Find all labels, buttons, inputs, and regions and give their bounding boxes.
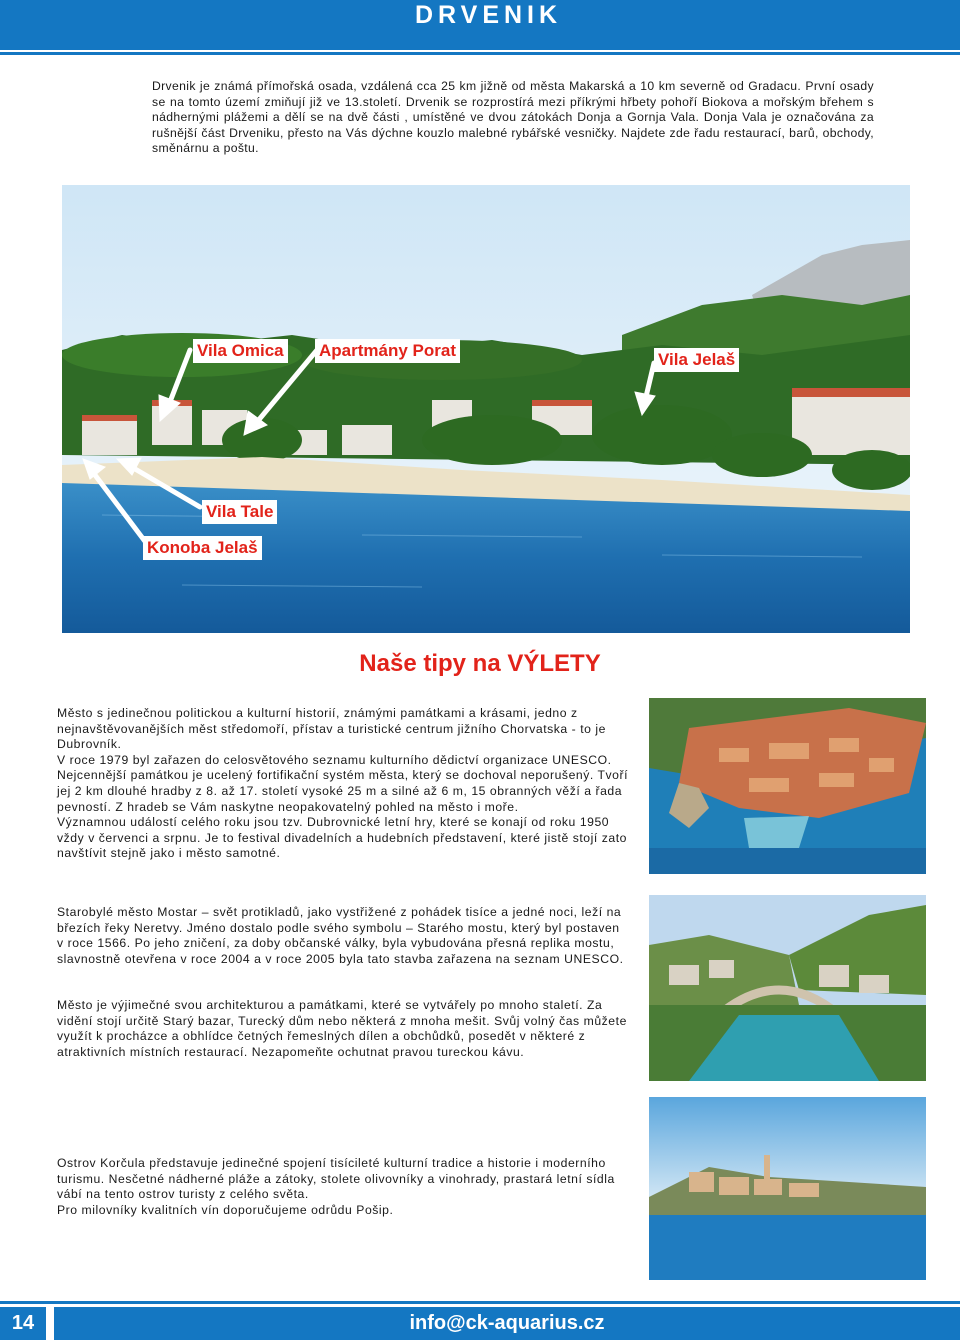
header-bar [0, 0, 960, 50]
page-number: 14 [0, 1307, 46, 1340]
label-vila-jelas: Vila Jelaš [654, 348, 739, 372]
dubrovnik-paragraph: Významnou událostí celého roku jsou tzv. Dubrovnické letní hry, které se konají od roku 1950 vždy v červenci a srpnu. Je to festival divadelních a hudebních představení, které jistě stojí zato navštívit stejně jako i město samotné. [57, 815, 627, 861]
mostar-paragraph: Starobylé město Mostar – svět protikladů, jako vystřižené z pohádek tisíce a jedné noci, leží na březích řeky Neretvy. Jméno dostalo podle svého symbolu – Starého mostu, který byl postaven v roce 1566. Po jeho zničení, za doby občanské války, byla vybudována přesná replika mostu, slavnostně otevřena v roce 2004 a v roce 2005 byla tato stavba zařazena na seznam UNESCO. [57, 905, 624, 966]
label-konoba-jelas: Konoba Jelaš [143, 536, 262, 560]
korcula-text [57, 1156, 629, 1218]
intro-text: Drvenik je známá přímořská osada, vzdálená cca 25 km jižně od města Makarská a 10 km severně od Gradacu. První osady se na tomto území zmiňují již ve 13.století. Drvenik se rozprostírá mezi příkrými hřbety pohoří Biokova a mořským břehem s nádhernými plážemi a dělí se na dvě části , umístěné ve dvou zátokách Donja a Gornja Vala. Donja Vala je označována za rušnější část Drveniku, přesto na Vás dýchne kouzlo malebné rybářské vesničky. Najdete zde řadu restaurací, barů, obchody, směnárnu a poštu. [152, 79, 874, 156]
dubrovnik-paragraph: V roce 1979 byl zařazen do celosvětového seznamu kulturního dědictví organizace UNESCO. Nejcennější památkou je ucelený fortifikační systém města, který se dochoval neporušený. Tvoří jej 2 km dlouhé hradby z 8. až 17. století vysoké 25 m a silné až 6 m, 15 obranných věží a řada pevností. Z hradeb se Vám naskytne neopakovatelný pohled na město i moře. [57, 752, 629, 814]
korcula-photo [649, 1097, 926, 1280]
mostar-photo [649, 895, 926, 1081]
dubrovnik-illustration [649, 698, 926, 874]
mostar-illustration [649, 895, 926, 1081]
footer-email[interactable]: info@ck-aquarius.cz [409, 1312, 605, 1334]
trips-heading: Naše tipy na VÝLETY [359, 650, 601, 677]
drvenik-bay-photo [62, 185, 910, 633]
mostar-text-1 [57, 905, 629, 967]
mostar-text-2 [57, 998, 629, 1060]
label-apartmany-porat: Apartmány Porat [315, 339, 460, 363]
dubrovnik-text [57, 706, 629, 862]
footer-divider [0, 1301, 960, 1304]
footer-bar [54, 1307, 960, 1340]
label-vila-tale: Vila Tale [202, 500, 277, 524]
page-title: DRVENIK [415, 1, 563, 29]
dubrovnik-paragraph: Město s jedinečnou politickou a kulturní historií, známými památkami a krásami, jedno z nejnavštěvovanějších měst středomoří, přístav a turistické centrum jižního Chorvatska - to je Dubrovník. [57, 706, 607, 752]
korcula-paragraph: Ostrov Korčula představuje jedinečné spojení tisícileté kulturní tradice a historie i moderního turismu. Nesčetné nádherné pláže a zátoky, stolete olivovníky a vinohrady, prastará letní sídla vábí na tento ostrov turisty z celého světa. [57, 1156, 615, 1202]
drvenik-bay-illustration [62, 185, 910, 633]
mostar-paragraph: Město je výjimečné svou architekturou a památkami, které se vytvářely po mnoho staletí. Za vidění stojí určitě Starý bazar, Turecký dům nebo některá z mnoha mešit. Svůj volný čas můžete využít k procházce a obhlídce četných řemeslných dílen a obchůdků, posedět v některé z atraktivních místních restaurací. Nezapomeňte ochutnat pravou tureckou kávu. [57, 998, 627, 1059]
korcula-illustration [649, 1097, 926, 1280]
dubrovnik-photo [649, 698, 926, 874]
korcula-paragraph: Pro milovníky kvalitních vín doporučujeme odrůdu Pošip. [57, 1202, 394, 1217]
label-vila-omica: Vila Omica [193, 339, 288, 363]
header-divider [0, 52, 960, 55]
